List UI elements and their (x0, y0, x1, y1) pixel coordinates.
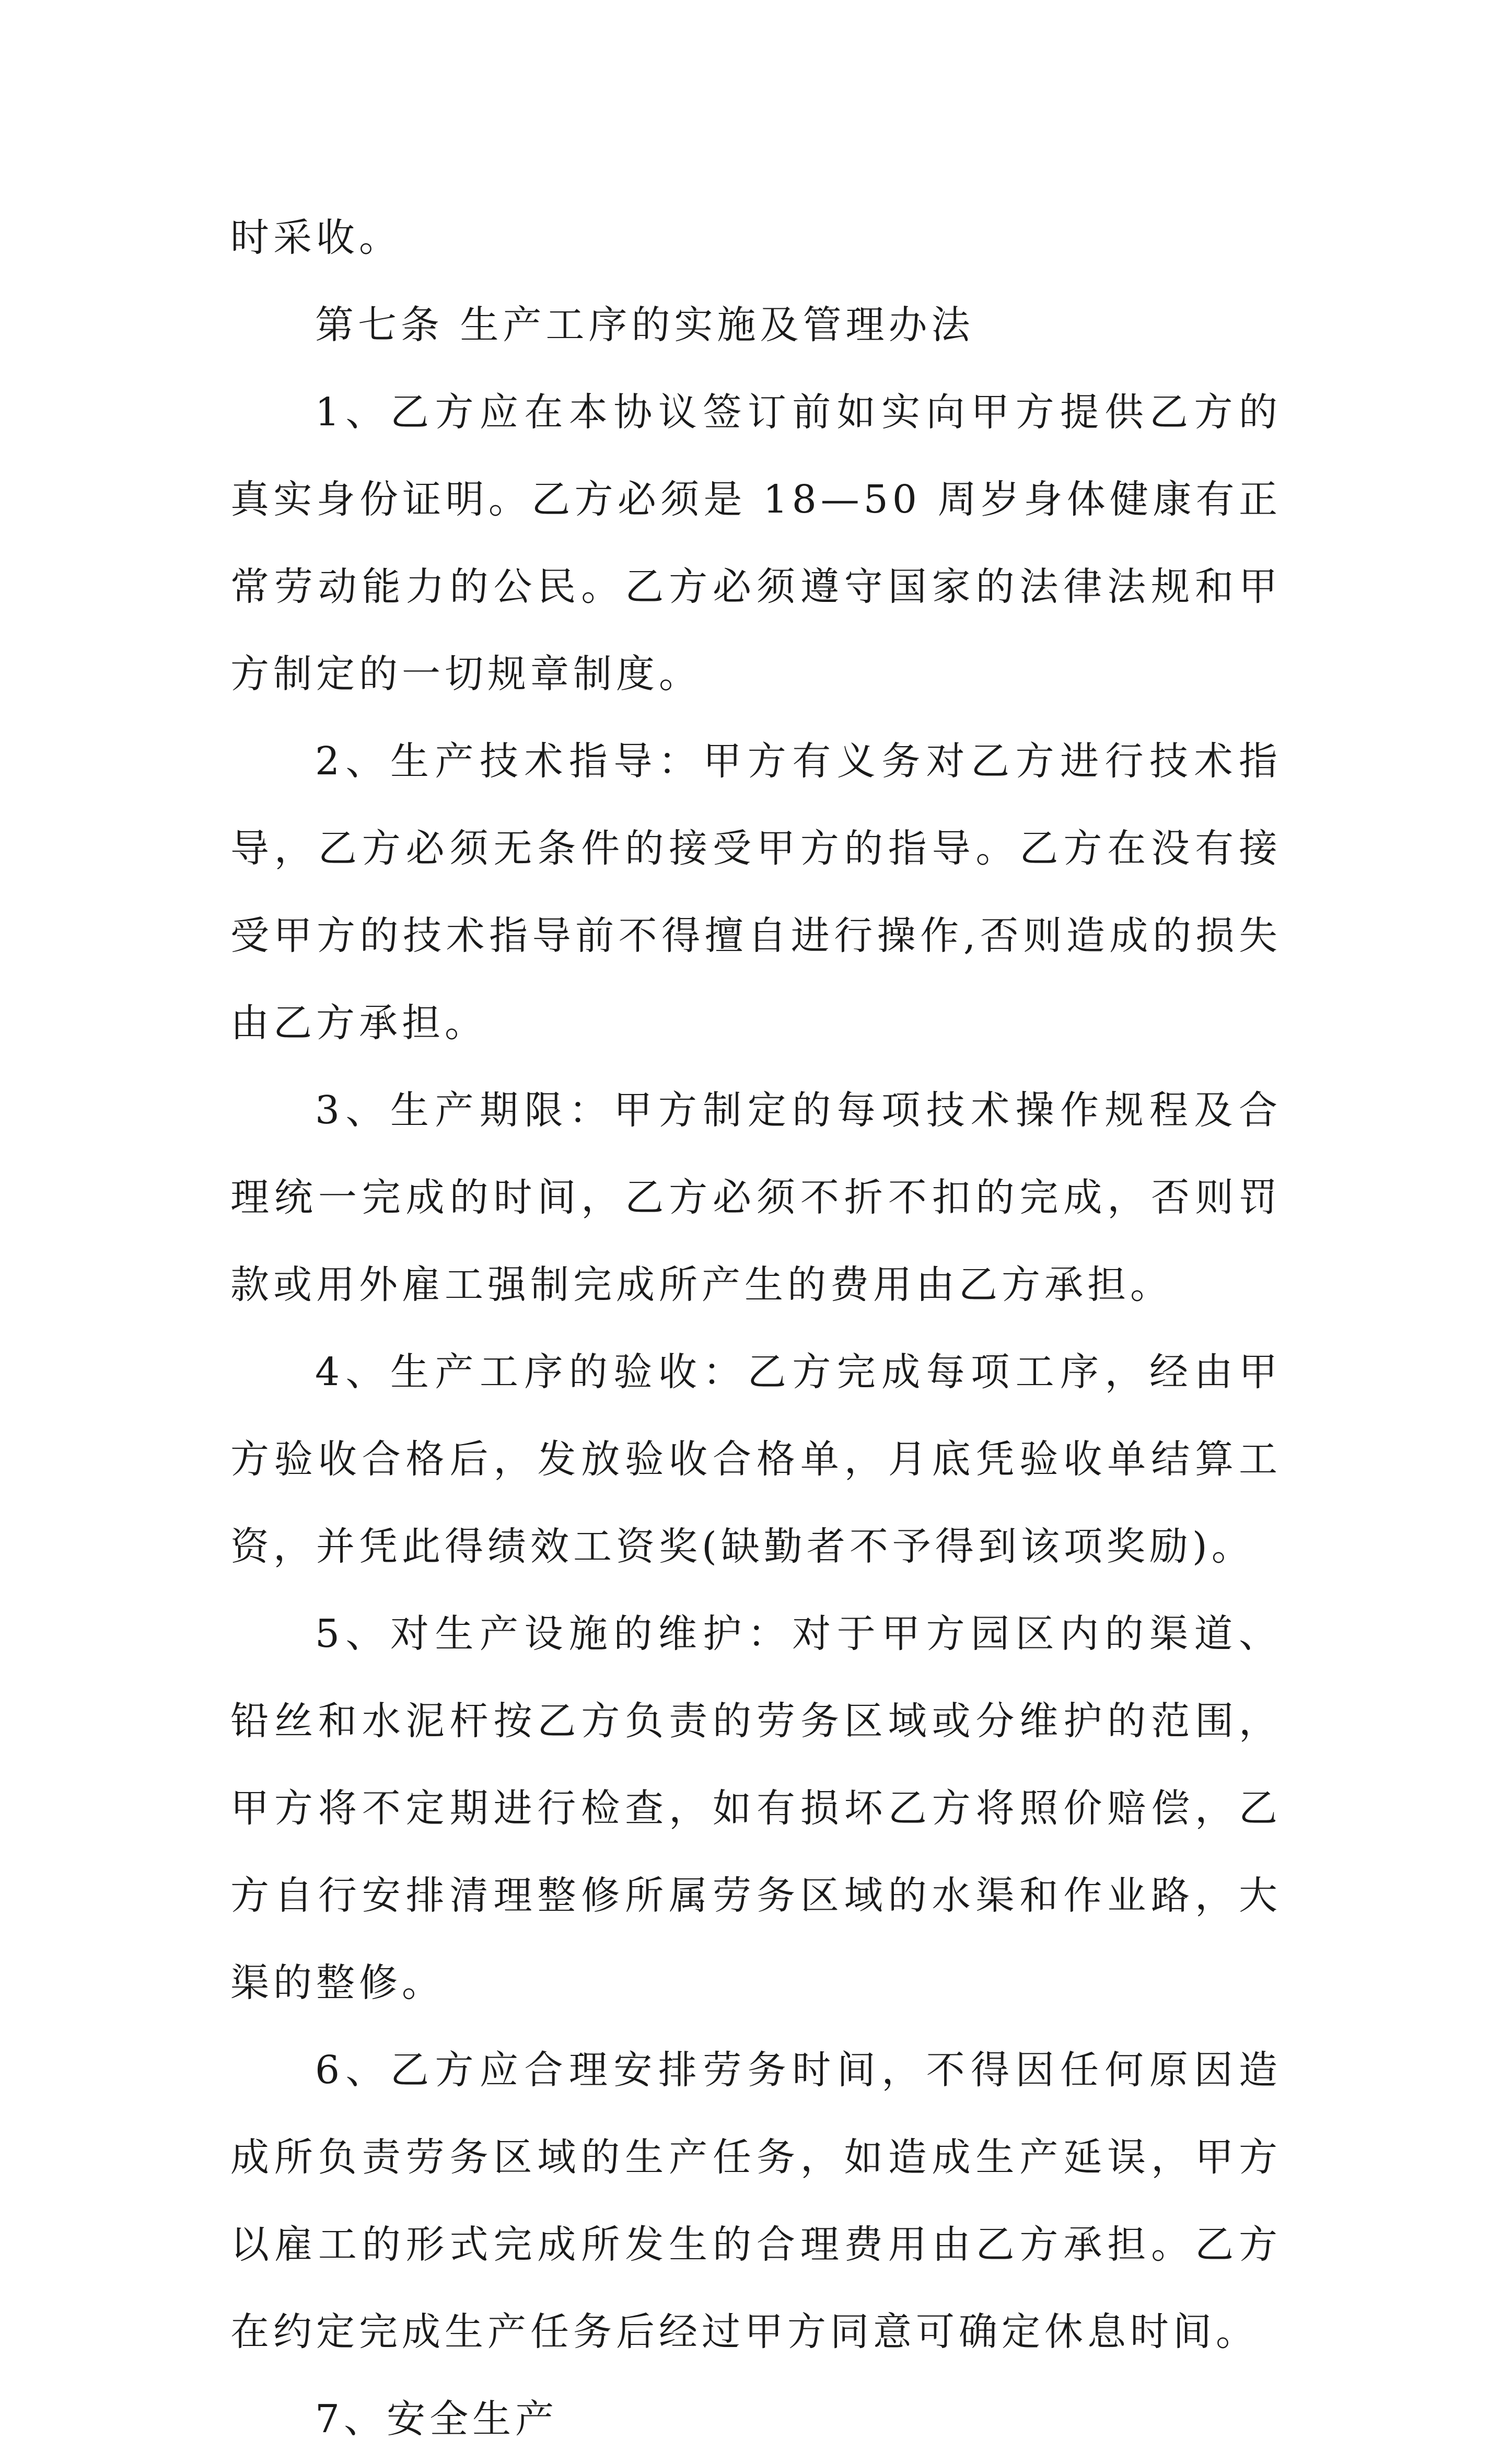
clause-2-paragraph: 2、生产技术指导：甲方有义务对乙方进行技术指导，乙方必须无条件的接受甲方的指导。乙方在没有接受甲方的技术指导前不得擅自进行操作,否则造成的损失由乙方承担。 (230, 739, 1282, 1045)
clause-3-paragraph: 3、生产期限：甲方制定的每项技术操作规程及合理统一完成的时间，乙方必须不折不扣的完成，否则罚款或用外雇工强制完成所产生的费用由乙方承担。 (230, 1088, 1282, 1307)
paragraph-continuation: 时采收。 (230, 215, 402, 260)
clause-7-paragraph: 7、安全生产 (315, 2397, 559, 2442)
article-heading: 第七条 生产工序的实施及管理办法 (315, 303, 974, 347)
clause-5-paragraph: 5、对生产设施的维护：对于甲方园区内的渠道、铅丝和水泥杆按乙方负责的劳务区域或分维护的范围，甲方将不定期进行检查，如有损坏乙方将照价赔偿，乙方自行安排清理整修所属劳务区域的水渠和作业路，大渠的整修。 (230, 1611, 1282, 2005)
document-body (230, 194, 1282, 2463)
clause-1-paragraph: 1、乙方应在本协议签订前如实向甲方提供乙方的真实身份证明。乙方必须是 18—50 周岁身体健康有正常劳动能力的公民。乙方必须遵守国家的法律法规和甲方制定的一切规章制度。 (230, 390, 1282, 696)
clause-6-paragraph: 6、乙方应合理安排劳务时间，不得因任何原因造成所负责劳务区域的生产任务，如造成生产延误，甲方以雇工的形式完成所发生的合理费用由乙方承担。乙方在约定完成生产任务后经过甲方同意可确定休息时间。 (230, 2048, 1282, 2354)
clause-4-paragraph: 4、生产工序的验收：乙方完成每项工序，经由甲方验收合格后，发放验收合格单，月底凭验收单结算工资，并凭此得绩效工资奖(缺勤者不予得到该项奖励)。 (230, 1350, 1282, 1569)
